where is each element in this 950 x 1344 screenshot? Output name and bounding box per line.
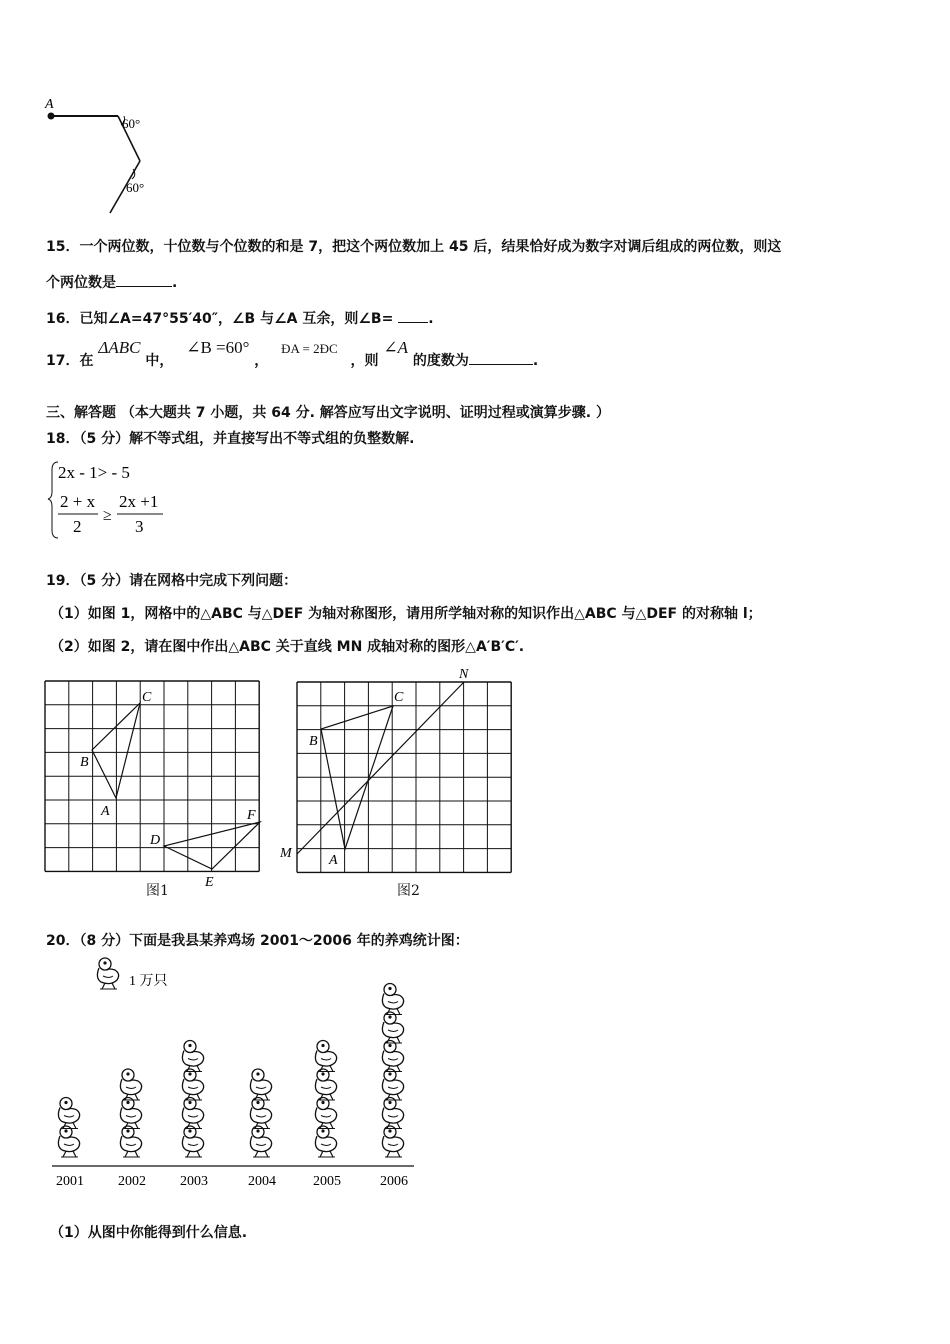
year-label-2006: 2006 — [380, 1174, 408, 1189]
chick-icon-2006 — [382, 1012, 403, 1043]
angle-label-2: 60° — [126, 180, 145, 195]
ineq2-num-right: 2x +1 — [119, 492, 159, 511]
grid-figure-2 — [276, 664, 521, 876]
q18-text: 18．（5 分）解不等式组，并直接写出不等式组的负整数解. — [46, 431, 415, 447]
q18-inequality-system — [46, 458, 186, 543]
fig1-label-a: A — [101, 804, 110, 819]
chick-icon-2002 — [120, 1126, 141, 1157]
q17-sep1: ， — [254, 353, 269, 369]
fig1-label-e: E — [205, 875, 214, 890]
answer-blank-16[interactable] — [398, 308, 428, 323]
q17-angle-a: ∠A — [383, 338, 409, 357]
legend-chick-icon — [97, 958, 118, 989]
chick-icon-2005 — [315, 1041, 336, 1072]
section3-title: 三、解答题 （本大题共 7 小题，共 64 分. 解答应写出文字说明、证明过程或演算步骤. ） — [46, 405, 610, 421]
fig2-label-m: M — [280, 846, 292, 861]
year-label-2002: 2002 — [118, 1174, 146, 1189]
q16: 16．已知∠A=47°55′40″，∠B 与∠A 互余，则∠B= . — [46, 308, 434, 328]
q17-triangle: ΔABC — [98, 338, 141, 357]
line-mn — [297, 682, 464, 854]
fig2-label-a: A — [329, 853, 338, 868]
q17-mid1: 中， — [145, 353, 174, 369]
q17-sep2: ，则 — [350, 353, 379, 369]
ineq1: 2x - 1> - 5 — [58, 463, 130, 482]
fig2-label-c: C — [394, 690, 404, 705]
chick-icon-2004 — [250, 1069, 271, 1100]
fig1-label-c: C — [142, 690, 152, 705]
year-label-2004: 2004 — [248, 1174, 276, 1189]
chick-icon-2002 — [120, 1098, 141, 1129]
year-label-2003: 2003 — [180, 1174, 208, 1189]
label-a: A — [45, 97, 54, 112]
answer-blank-15[interactable] — [116, 272, 172, 287]
chick-icon-2001 — [58, 1098, 79, 1129]
q15-line2: 个两位数是 . — [46, 272, 177, 292]
chick-icon-2005 — [315, 1069, 336, 1100]
fig1-label-f: F — [247, 808, 256, 823]
fig2-caption: 图2 — [397, 883, 420, 899]
legend — [97, 958, 167, 989]
ineq2-den-left: 2 — [73, 517, 82, 536]
ineq2-num-left: 2 + x — [60, 492, 96, 511]
q17-angle-b: ∠B =60° — [186, 338, 250, 357]
grid-figure-1 — [44, 680, 264, 900]
chick-icon-2006 — [382, 1041, 403, 1072]
q17-suffix: 的度数为 — [412, 353, 469, 369]
chick-icon-2002 — [120, 1069, 141, 1100]
chick-icon-2003 — [182, 1041, 203, 1072]
chick-icon-2003 — [182, 1069, 203, 1100]
fig1-label-d: D — [150, 833, 161, 848]
angle-label-1: 60° — [122, 116, 141, 131]
chick-icon-2005 — [315, 1098, 336, 1129]
fig1-caption: 图1 — [146, 883, 169, 899]
answer-blank-17[interactable] — [469, 350, 533, 365]
q17: 17．在 ΔABC 中， ∠B =60° ， ÐA = 2ÐC ，则 ∠A 的度数为 . — [46, 338, 539, 369]
q20-title: 20．（8 分）下面是我县某养鸡场 2001～2006 年的养鸡统计图： — [46, 933, 469, 949]
q15-line2-text: 个两位数是 — [46, 275, 116, 291]
chick-icon-2004 — [250, 1098, 271, 1129]
year-label-2005: 2005 — [313, 1174, 341, 1189]
year-label-2001: 2001 — [56, 1174, 84, 1189]
q15-line1: 15．一个两位数，十位数与个位数的和是 7，把这个两位数加上 45 后，结果恰好成为数字对调后组成的两位数，则这 — [46, 239, 782, 255]
pictograph-chart — [44, 955, 424, 1195]
ineq2-den-right: 3 — [135, 517, 144, 536]
q19-part1: （1）如图 1，网格中的△ABC 与△DEF 为轴对称图形，请用所学轴对称的知识作出△ABC 与△DEF 的对称轴 l； — [50, 606, 762, 622]
chick-icon-2005 — [315, 1126, 336, 1157]
fig1-label-b: B — [80, 755, 89, 770]
chick-icon-2006 — [382, 1069, 403, 1100]
fig2-label-b: B — [309, 734, 318, 749]
fig2-label-n: N — [459, 667, 469, 682]
q16-text: 16．已知∠A=47°55′40″，∠B 与∠A 互余，则∠B= — [46, 311, 394, 327]
chick-icon-2006 — [382, 984, 403, 1015]
chick-icon-2003 — [182, 1126, 203, 1157]
q20-part1: （1）从图中你能得到什么信息. — [50, 1225, 248, 1241]
chick-icon-2003 — [182, 1098, 203, 1129]
q17-prefix: 17．在 — [46, 353, 94, 369]
q19-part2: （2）如图 2，请在图中作出△ABC 关于直线 MN 成轴对称的图形△A′B′C′. — [50, 639, 525, 655]
legend-label: 1 万只 — [129, 974, 168, 989]
fig14-angle-diagram — [40, 95, 170, 220]
q19-title: 19．（5 分）请在网格中完成下列问题： — [46, 573, 298, 589]
q17-relation: ÐA = 2ÐC — [281, 341, 338, 356]
chick-icon-2006 — [382, 1098, 403, 1129]
chick-icon-2006 — [382, 1126, 403, 1157]
chick-icon-2004 — [250, 1126, 271, 1157]
chick-icon-2001 — [58, 1126, 79, 1157]
ineq2-op: ≥ — [103, 507, 112, 524]
